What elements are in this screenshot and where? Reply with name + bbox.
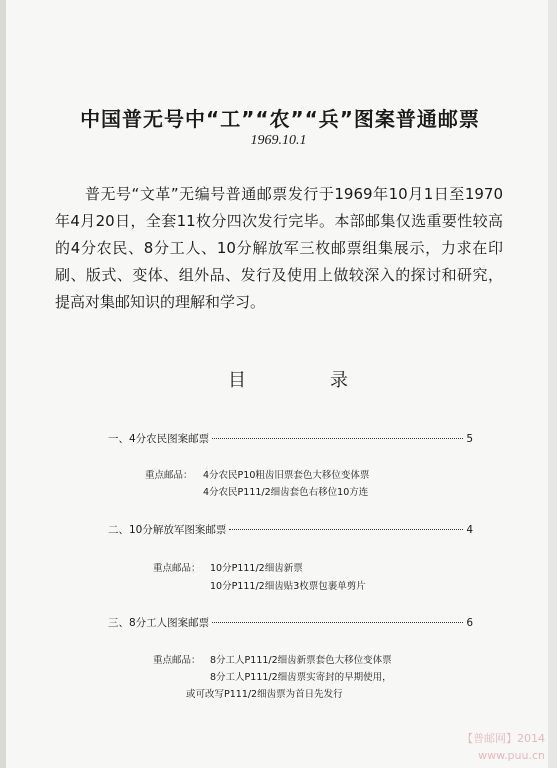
toc-entry-label: 三、8分工人图案邮票	[108, 617, 210, 629]
issue-date: 1969.10.1	[250, 133, 307, 148]
toc-dot-leader	[212, 438, 463, 439]
page-left-edge	[0, 0, 6, 768]
toc-dot-leader	[229, 529, 463, 530]
focus-item: 8分工人P111/2细齿票实寄封的早期使用，	[210, 672, 392, 683]
intro-paragraph: 普无号“文革”无编号普通邮票发行于1969年10月1日至1970年4月20日，全套11枚分四次发行完毕。本部邮集仅选重要性较高的4分农民、8分工人、10分解放军三枚邮票组集展示，力求在印刷、版式、变体、组外品、发行及使用上做较深入的探讨和研究，提高对集邮知识的理解和学习。	[55, 185, 503, 311]
focus-item: 4分农民P111/2细齿套色右移位10方连	[203, 487, 369, 498]
page-right-edge	[548, 0, 557, 768]
toc-entry-page: 4	[466, 524, 473, 536]
watermark-line: 【普邮网】2014	[462, 732, 545, 745]
toc-entry-worker	[108, 615, 473, 630]
toc-heading	[228, 366, 348, 392]
focus-item: 10分P111/2细齿贴3枚票包裹单剪片	[210, 581, 366, 592]
watermark-line: www.puu.cn	[478, 749, 545, 762]
toc-entry-page: 5	[466, 433, 473, 445]
toc-entry-label: 一、4分农民图案邮票	[108, 433, 210, 445]
focus-item: 10分P111/2细齿新票	[210, 563, 303, 574]
toc-heading-char-2: 录	[330, 370, 348, 391]
toc-entry-farmer	[108, 431, 473, 446]
focus-item: 或可改写P111/2细齿票为首日先发行	[186, 689, 343, 700]
toc-entry-page: 6	[466, 617, 473, 629]
toc-entry-soldier	[108, 522, 473, 537]
focus-label: 重点邮品：	[153, 655, 201, 666]
toc-dot-leader	[212, 622, 463, 623]
focus-label: 重点邮品：	[153, 563, 201, 574]
focus-item: 8分工人P111/2细齿新票套色大移位变体票	[210, 655, 392, 666]
focus-item: 4分农民P10粗齿旧票套色大移位变体票	[203, 470, 370, 481]
toc-entry-label: 二、10分解放军图案邮票	[108, 524, 227, 536]
toc-heading-char-1: 目	[228, 370, 246, 391]
page-title: 中国普无号中“工”“农”“兵”图案普通邮票	[80, 107, 480, 131]
focus-label: 重点邮品：	[145, 470, 193, 481]
watermark	[462, 730, 545, 764]
